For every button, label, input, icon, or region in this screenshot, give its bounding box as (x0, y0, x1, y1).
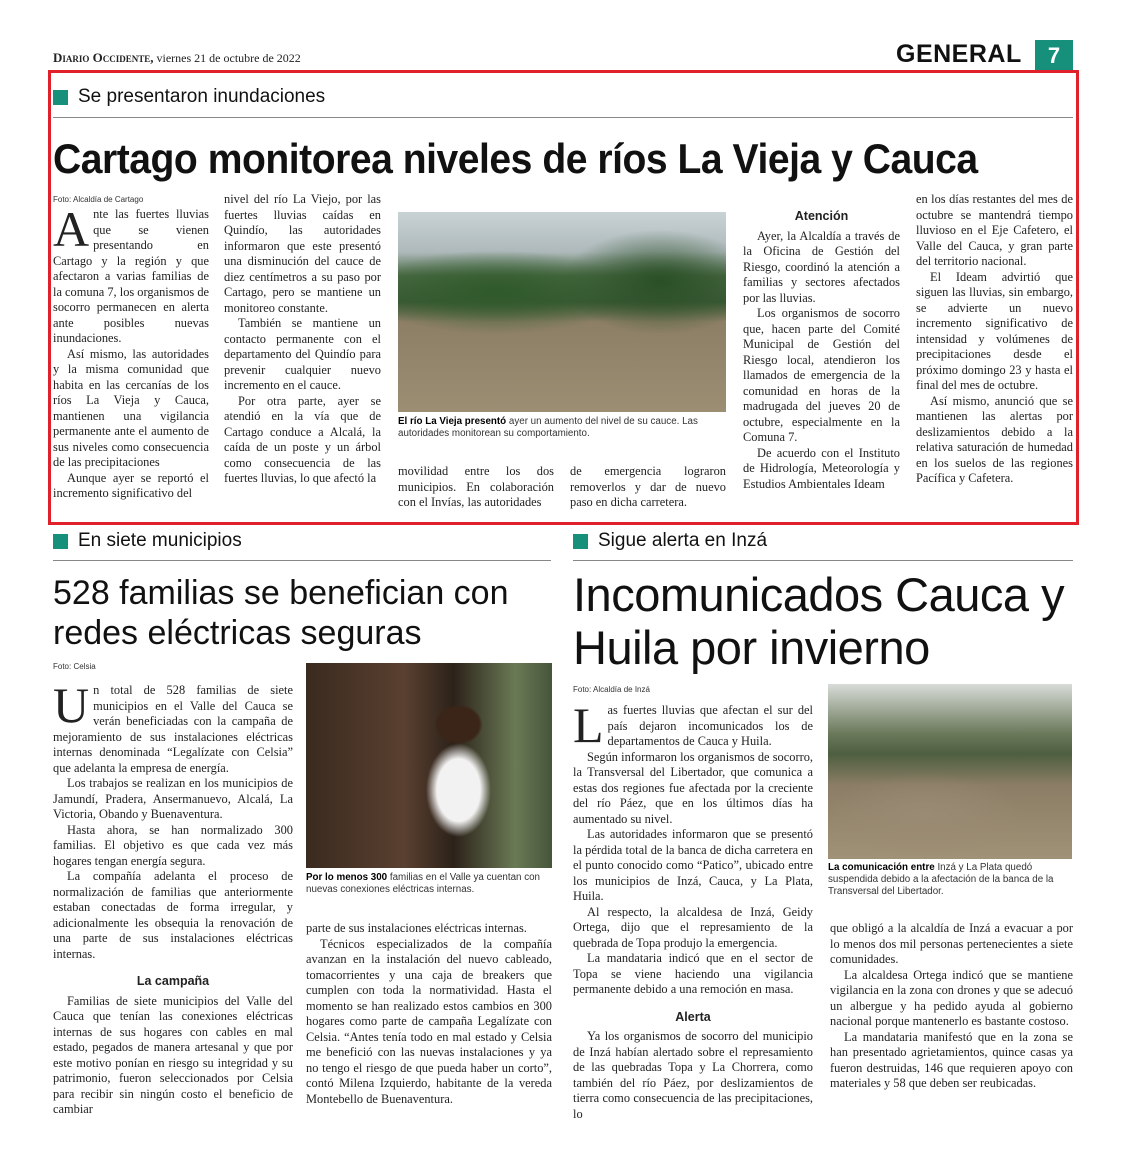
article1-photo-caption: El río La Vieja presentó ayer un aumento del nivel de su cauce. Las autoridades monitorean su comportamiento. (398, 416, 698, 439)
article1-photo-credit: Foto: Alcaldía de Cartago (53, 195, 144, 204)
article2-photo-caption: Por lo menos 300 familias en el Valle ya cuentan con nuevas conexiones eléctricas internas. (306, 872, 540, 895)
woman-lakers-photo (306, 663, 552, 868)
subhead-alerta: Alerta (675, 1009, 711, 1024)
article3-photo-credit: Foto: Alcaldía de Inzá (573, 685, 650, 694)
dropcap: U (53, 683, 90, 733)
article2-column-1: Un total de 528 familias de siete municipios en el Valle del Cauca se verán beneficiadas con la campaña de mejoramiento de sus instalaciones eléctricas internas denominada “Legalízate con Celsia” que adelanta la empresa de energía. Los trabajos se realizan en los municipios de Jamundí, Pradera, Ansermanuevo, Alcalá, La Victoria, Obando y Buenaventura. Hasta ahora, se han normalizado 300 familias. El objetivo es que cada vez más hogares tengan energía segura. La compañía adelanta el proceso de normalización de familias que anteriormente estaban conectadas de forma irregular, y adicionalmente les obsequia la renovación de una parte de sus instalaciones eléctricas internas. La campaña Familias de siete municipios del Valle del Cauca que tenían las conexiones eléctricas internas de sus hogares con cables en mal estado, pegados de manera artesanal y que por este motivo ponían en riesgo su integridad y su patrimonio, fueron seleccionados por Celsia para recibir sin ningún costo el beneficio de cambiar (53, 683, 293, 1116)
subhead-la-campana: La campaña (136, 974, 210, 988)
issue-date: viernes 21 de octubre de 2022 (156, 51, 301, 65)
article1-column-1: Ante las fuertes lluvias que se vienen presentando en Cartago y la región y que afectaron a varias familias de la comuna 7, los organismos de socorro permanecen en alerta ante posibles nuevas inundaciones. Así mismo, las autoridades y la misma comunidad que habita en las cercanías de los ríos La Vieja y Cauca, mantienen una vigilancia permanente ante el aumento de sus niveles como consecuencia de las precipitaciones Aunque ayer se reportó el incremento significativo del (53, 207, 209, 500)
article2-headline: 528 familias se benefician con redes eléctricas seguras (53, 574, 509, 652)
page-number: 7 (1035, 40, 1073, 71)
article3-column-1: Las fuertes lluvias que afectan el sur del país dejaron incomunicados los de departamentos de Cauca y Huila. Según informaron los organismos de socorro, la Transversal del Libertador, que comunica a estas dos regiones fue afectada por la creciente del río Páez, que en los últimos días ha aumentado su nivel. Las autoridades informaron que se presentó la pérdida total de la banca de dicha carretera en el punto conocido como “Patico”, ubicado entre los municipios de Inzá, Cauca, y La Plata, Huila. Al respecto, la alcaldesa de Inzá, Geidy Ortega, dijo que el represamiento de la quebrada de Topa produjo la emergencia. La mandataria indicó que en el sector de Topa se viene haciendo una vigilancia permanente debido a una remoción en masa. Alerta Ya los organismos de socorro del municipio de Inzá habían alertado sobre el represamiento de las quebradas Topa y La Chorrera, como también del río Páez, por deslizamientos de tierra como consecuencia de las precipitaciones, lo (573, 703, 813, 1121)
article1-headline: Cartago monitorea niveles de ríos La Vieja y Cauca (53, 135, 978, 182)
article1-kicker: Se presentaron inundaciones (53, 86, 325, 108)
article1-column-2: nivel del río La Viejo, por las fuertes lluvias caídas en Quindío, las autoridades informaron que este presentó una disminución del cauce de diez centímetros a su paso por Cartago, pero se mantiene un monitoreo constante. También se mantiene un contacto permanente con el departamento del Quindío para prevenir cualquier nuevo incremento en el cauce. Por otra parte, ayer se atendió en la vía que de Cartago conduce a Alcalá, la caída de un poste y un árbol como consecuencia de las fuertes lluvias, lo que afectó la (224, 192, 381, 485)
subhead-atencion: Atención (794, 209, 849, 223)
flooded-road-photo (828, 684, 1072, 859)
article2-column-2: parte de sus instalaciones eléctricas internas. Técnicos especializados de la compañía avanzan en la instalación del nuevo cableado, tomacorrientes y una caja de breakers que cumplen con toda la normatividad. Hasta el momento se han realizado estos cambios en 300 hogares como parte de campaña Legalízate con Celsia. “Antes tenía todo en mal estado y Celsia me benefició con las nuevas instalaciones y ya no tengo el riesgo de que pueda haber un corto”, contó Milena Izquierdo, habitante de la vereda Montebello de Buenaventura. (306, 921, 552, 1106)
article1-column-6: en los días restantes del mes de octubre se mantendrá tiempo lluvioso en el Eje Cafetero, el Valle del Cauca, y gran parte del territorio nacional. El Ideam advirtió que siguen las lluvias, sin embargo, se advierte un nuevo incremento significativo de intensidad y volúmenes de precipitaciones desde el próximo domingo 23 y hasta el final del mes de octubre. Así mismo, anunció que se mantienen las alertas por deslizamientos debido a la relativa saturación de humedad en los suelos de las regiones Pacífica y Cafetera. (916, 192, 1073, 485)
dropcap: L (573, 703, 604, 753)
newspaper-name: Diario Occidente, (53, 50, 154, 65)
article1-column-3: movilidad entre los dos municipios. En colaboración con el Invías, las autoridades (398, 464, 554, 509)
kicker-rule (573, 560, 1073, 561)
article3-headline: Incomunicados Cauca y Huila por invierno (573, 568, 1065, 674)
article3-column-2: que obligó a la alcaldía de Inzá a evacuar a por lo menos dos mil personas pertenecientes a siete comunidades. La alcaldesa Ortega indicó que se mantiene vigilancia en la zona con drones y que se adecuó un albergue y ha pedido ayuda al gobierno nacional porque mantenerlo es bastante costoso. La mandataria manifestó que en la zona se han presentado agrietamientos, quince casas ya fueron destruidas, 146 que requieren apoyo con materiales y 58 que deben ser reubicadas. (830, 921, 1073, 1090)
article1-column-4: de emergencia lograron removerlos y dar de nuevo paso en dicha carretera. (570, 464, 726, 509)
river-photo (398, 212, 726, 412)
section-label: GENERAL (896, 40, 1022, 68)
kicker-square-icon (53, 534, 68, 549)
article2-photo-credit: Foto: Celsia (53, 662, 96, 671)
kicker-rule (53, 560, 551, 561)
article3-photo-caption: La comunicación entre Inzá y La Plata quedó suspendida debido a la afectación de la banca de la Transversal del Libertador. (828, 862, 1054, 897)
kicker-square-icon (573, 534, 588, 549)
kicker-rule (53, 117, 1073, 118)
kicker-square-icon (53, 90, 68, 105)
article2-kicker: En siete municipios (53, 530, 242, 552)
article3-kicker: Sigue alerta en Inzá (573, 530, 767, 552)
masthead (53, 50, 301, 66)
article1-column-5: Atención Ayer, la Alcaldía a través de la Oficina de Gestión del Riesgo, coordinó la atención a familias y sectores afectados por las lluvias. Los organismos de socorro que, hacen parte del Comité Municipal de Gestión del Riesgo local, atendieron los llamados de emergencia de la comunidad en horas de la madrugada del jueves 20 de octubre, especialmente en la Comuna 7. De acuerdo con el Instituto de Hidrología, Meteorología y Estudios Ambientales Ideam (743, 209, 900, 491)
dropcap: A (53, 207, 90, 257)
